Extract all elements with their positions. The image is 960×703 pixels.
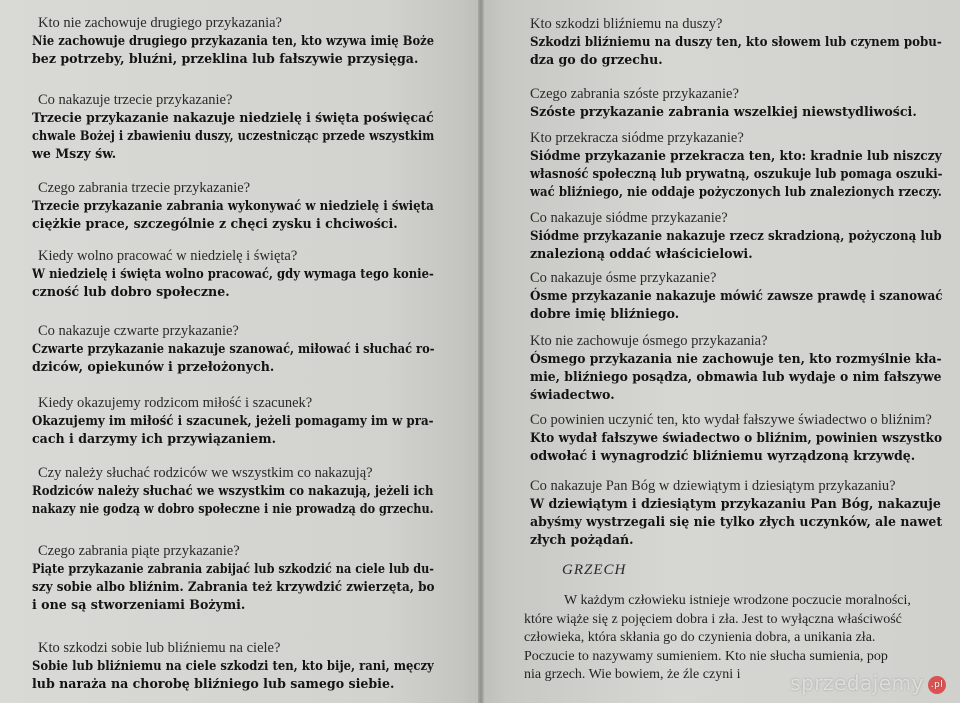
answer-text bbox=[32, 482, 434, 518]
answer-line: abyśmy wystrzegali się nie tylko złych uczynków, ale nawet bbox=[530, 514, 943, 529]
answer-line: i one są stworzeniami Bożymi. bbox=[32, 597, 246, 612]
qa-block bbox=[530, 412, 942, 465]
answer-line: dobre imię bliźniego. bbox=[530, 306, 680, 321]
answer-line: Nie zachowuje drugiego przykazania ten, kto wzywa imię Boże bbox=[32, 33, 435, 48]
answer-line: we Mszy św. bbox=[32, 146, 117, 161]
qa-block bbox=[32, 248, 434, 301]
question-text: Kto nie zachowuje ósmego przykazania? bbox=[530, 333, 768, 349]
question-text: Czego zabrania szóste przykazanie? bbox=[530, 86, 739, 102]
paragraph-line: człowieka, która skłania go do czynienia dobra, a unikania zła. bbox=[524, 630, 876, 645]
answer-line: Sobie lub bliźniemu na ciele szkodzi ten, kto bije, rani, męczy bbox=[32, 658, 434, 673]
answer-line: bez potrzeby, bluźni, przeklina lub fałszywie przysięga. bbox=[32, 51, 419, 66]
paragraph-line: które wiąże się z pojęciem dobra i zła. Jest to wyłączna właściwość bbox=[524, 611, 902, 627]
answer-line: dziców, opiekunów i przełożonych. bbox=[32, 359, 275, 374]
right-page bbox=[484, 0, 960, 703]
answer-line: cach i darzymy ich przywiązaniem. bbox=[32, 431, 276, 446]
answer-line: Siódme przykazanie przekracza ten, kto: kradnie lub niszczy bbox=[530, 148, 942, 163]
answer-line: Piąte przykazanie zabrania zabijać lub szkodzić na ciele lub du- bbox=[32, 561, 434, 576]
question-text: Kto szkodzi bliźniemu na duszy? bbox=[530, 16, 723, 32]
qa-block bbox=[32, 92, 434, 163]
answer-text bbox=[32, 32, 434, 68]
answer-text bbox=[32, 412, 434, 448]
answer-text bbox=[32, 657, 434, 693]
answer-text bbox=[530, 350, 942, 404]
qa-block bbox=[530, 270, 942, 323]
qa-block bbox=[530, 130, 942, 201]
question-text: Co nakazuje Pan Bóg w dziewiątym i dziesiątym przykazaniu? bbox=[530, 478, 896, 494]
answer-line: Kto wydał fałszywe świadectwo o bliźnim, powinien wszystko bbox=[530, 430, 943, 445]
answer-text bbox=[530, 147, 942, 201]
question-text: Kiedy okazujemy rodzicom miłość i szacunek? bbox=[38, 395, 313, 411]
answer-line: znalezioną oddać właścicielowi. bbox=[530, 246, 753, 261]
question-text: Kto nie zachowuje drugiego przykazania? bbox=[38, 15, 282, 31]
answer-line: Szóste przykazanie zabrania wszelkiej niewstydliwości. bbox=[530, 104, 917, 119]
answer-text bbox=[530, 287, 942, 323]
answer-line: ciężkie prace, szczególnie z chęci zysku i chciwości. bbox=[32, 216, 398, 231]
answer-line: świadectwo. bbox=[530, 387, 615, 402]
question-text: Co nakazuje trzecie przykazanie? bbox=[38, 92, 233, 108]
answer-line: dza go do grzechu. bbox=[530, 52, 663, 67]
question-text: Co nakazuje ósme przykazanie? bbox=[530, 270, 717, 286]
answer-line: czność lub dobro społeczne. bbox=[32, 284, 230, 299]
paragraph-line: nia grzech. Wie bowiem, że źle czyni i bbox=[524, 667, 741, 682]
qa-block bbox=[32, 395, 434, 448]
watermark-logo bbox=[790, 671, 946, 695]
question-text: Co powinien uczynić ten, kto wydał fałszywe świadectwo o bliźnim? bbox=[530, 412, 932, 428]
answer-text bbox=[530, 227, 942, 263]
answer-line: własność społeczną lub prywatną, oszukuje lub pomaga oszuki- bbox=[530, 166, 943, 181]
question-text: Kiedy wolno pracować w niedzielę i święta? bbox=[38, 248, 298, 264]
question-text: Co nakazuje siódme przykazanie? bbox=[530, 210, 728, 226]
question-text: Czy należy słuchać rodziców we wszystkim co nakazują? bbox=[38, 465, 373, 481]
answer-line: złych pożądań. bbox=[530, 532, 634, 547]
qa-block bbox=[530, 86, 942, 121]
answer-line: chwale Bożej i zbawieniu duszy, uczestnicząc przede wszystkim bbox=[32, 128, 435, 143]
qa-block bbox=[530, 210, 942, 263]
answer-line: Okazujemy im miłość i szacunek, jeżeli pomagamy im w pra- bbox=[32, 413, 434, 428]
answer-line: mie, bliźniego posądza, obmawia lub wydaje o nim fałszywe bbox=[530, 369, 942, 384]
qa-block bbox=[32, 465, 434, 518]
answer-line: Czwarte przykazanie nakazuje szanować, miłować i słuchać ro- bbox=[32, 341, 435, 356]
answer-text bbox=[530, 429, 942, 465]
qa-block bbox=[32, 640, 434, 693]
answer-text bbox=[530, 103, 942, 121]
paragraph-line: W każdym człowieku istnieje wrodzone poczucie moralności, bbox=[564, 593, 911, 608]
left-page bbox=[0, 0, 478, 703]
qa-block bbox=[530, 478, 942, 549]
answer-text bbox=[530, 495, 942, 549]
answer-line: Trzecie przykazanie nakazuje niedzielę i święta poświęcać bbox=[32, 110, 434, 125]
qa-block bbox=[32, 15, 434, 68]
answer-text bbox=[32, 265, 434, 301]
section-heading: GRZECH bbox=[562, 562, 627, 578]
qa-block bbox=[32, 543, 434, 614]
question-text: Czego zabrania piąte przykazanie? bbox=[38, 543, 240, 559]
answer-text bbox=[32, 109, 434, 163]
answer-line: Siódme przykazanie nakazuje rzecz skradzioną, pożyczoną lub bbox=[530, 228, 942, 243]
qa-block bbox=[530, 16, 942, 69]
answer-line: W niedzielę i święta wolno pracować, gdy wymaga tego konie- bbox=[32, 266, 434, 281]
answer-line: Rodziców należy słuchać we wszystkim co nakazują, jeżeli ich bbox=[32, 483, 434, 498]
paragraph-line: Poczucie to nazywamy sumieniem. Kto nie słucha sumienia, pop bbox=[524, 648, 888, 664]
qa-block bbox=[530, 333, 942, 404]
question-text: Co nakazuje czwarte przykazanie? bbox=[38, 323, 239, 339]
answer-line: Trzecie przykazanie zabrania wykonywać w niedzielę i święta bbox=[32, 198, 434, 213]
question-text: Kto szkodzi sobie lub bliźniemu na ciele? bbox=[38, 640, 281, 656]
watermark-badge: .pl bbox=[928, 676, 946, 694]
qa-block bbox=[32, 323, 434, 376]
question-text: Czego zabrania trzecie przykazanie? bbox=[38, 180, 251, 196]
answer-line: nakazy nie godzą w dobro społeczne i nie prowadzą do grzechu. bbox=[32, 501, 434, 516]
answer-line: wać bliźniego, nie oddaje pożyczonych lub znalezionych rzeczy. bbox=[530, 184, 942, 199]
question-text: Kto przekracza siódme przykazanie? bbox=[530, 130, 744, 146]
answer-line: Ósme przykazanie nakazuje mówić zawsze prawdę i szanować bbox=[530, 288, 943, 303]
answer-text bbox=[530, 33, 942, 69]
answer-line: Ósmego przykazania nie zachowuje ten, kto rozmyślnie kła- bbox=[530, 351, 942, 366]
answer-line: W dziewiątym i dziesiątym przykazaniu Pan Bóg, nakazuje bbox=[530, 496, 941, 511]
qa-block bbox=[32, 180, 434, 233]
answer-line: Szkodzi bliźniemu na duszy ten, kto słowem lub czynem pobu- bbox=[530, 34, 942, 49]
answer-line: szy sobie albo bliźnim. Zabrania też krzywdzić zwierzęta, bo bbox=[32, 579, 435, 594]
answer-text bbox=[32, 340, 434, 376]
answer-line: odwołać i wynagrodzić bliźniemu wyrządzoną krzywdę. bbox=[530, 448, 916, 463]
watermark-text: sprzedajemy bbox=[790, 671, 924, 695]
answer-line: lub naraża na chorobę bliźniego lub samego siebie. bbox=[32, 676, 395, 691]
answer-text bbox=[32, 197, 434, 233]
answer-text bbox=[32, 560, 434, 614]
